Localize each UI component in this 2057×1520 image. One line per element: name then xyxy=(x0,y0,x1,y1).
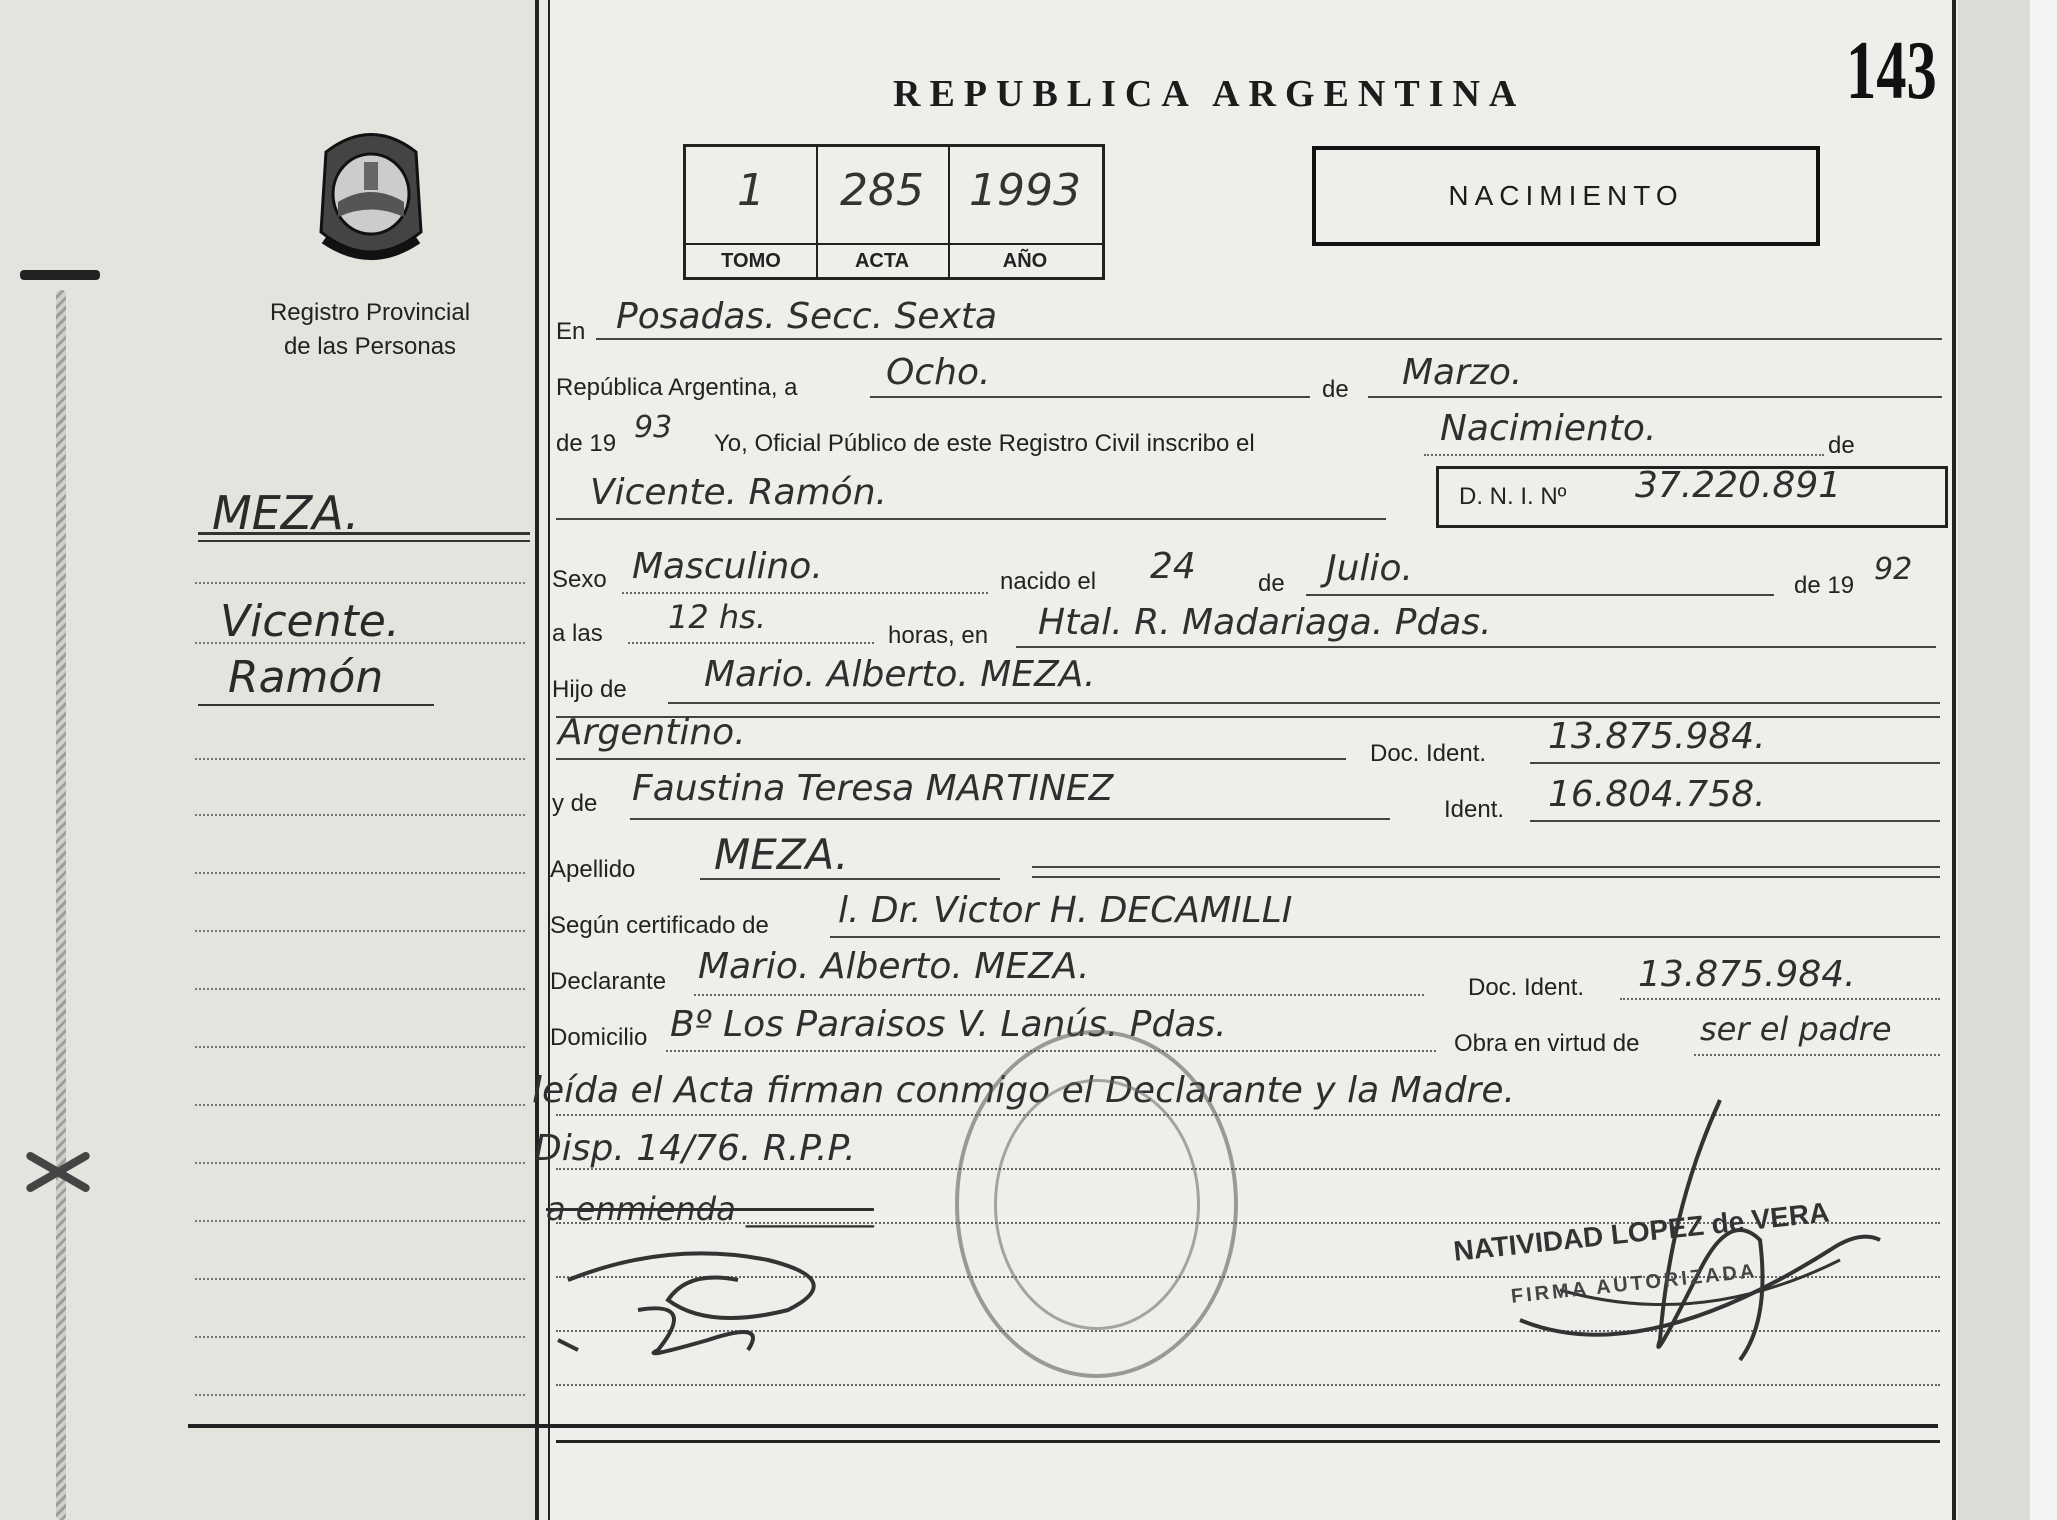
dni-label: D. N. I. Nº xyxy=(1459,483,1567,510)
declarante-name-value: Mario. Alberto. MEZA. xyxy=(698,946,1090,987)
birth-hour-line xyxy=(628,642,874,644)
birth-day-value: 24 xyxy=(1150,546,1196,587)
father-doc-line xyxy=(1530,762,1940,764)
official-round-stamp xyxy=(955,1030,1238,1378)
tomo-cell xyxy=(686,147,818,277)
person-name-value: Vicente. Ramón. xyxy=(590,472,887,513)
sidebar-rule xyxy=(195,1278,525,1280)
anio-value: 1993 xyxy=(969,165,1081,216)
note-rule-6 xyxy=(556,1384,1940,1386)
certifier-line xyxy=(830,936,1940,938)
sidebar-rule xyxy=(195,758,525,760)
bottom-rule xyxy=(188,1424,1938,1428)
apellido-line-fill-2 xyxy=(1032,876,1940,878)
birth-place-line xyxy=(1016,646,1936,648)
father-name-line xyxy=(668,702,1940,704)
page-edge xyxy=(2030,0,2057,1520)
year-suffix: 93 xyxy=(634,410,673,445)
acta-cell xyxy=(816,147,950,277)
mother-doc-line xyxy=(1530,820,1940,822)
binding-knot-top xyxy=(20,270,100,280)
domicilio-value: Bº Los Paraisos V. Lanús. Pdas. xyxy=(670,1004,1227,1045)
obra-line xyxy=(1694,1054,1940,1056)
republica-label: República Argentina, a xyxy=(556,374,798,401)
certifier-value: l. Dr. Victor H. DECAMILLI xyxy=(838,890,1293,931)
hijo-label: Hijo de xyxy=(552,676,627,703)
mother-doc-label: Ident. xyxy=(1444,796,1505,823)
sidebar-surname-underline xyxy=(198,532,530,535)
record-type-box: NACIMIENTO xyxy=(1312,146,1820,246)
a-las-label: a las xyxy=(552,620,603,647)
page-number: 143 xyxy=(1846,24,1937,117)
sidebar-rule xyxy=(195,814,525,816)
sidebar-rule xyxy=(195,872,525,874)
father-doc-label: Doc. Ident. xyxy=(1370,740,1487,767)
declarant-signature-icon xyxy=(548,1240,868,1370)
sidebar-rule xyxy=(195,1046,525,1048)
place-line xyxy=(596,338,1942,340)
horas-label: horas, en xyxy=(888,622,989,649)
note-line-3: a enmienda ________ xyxy=(546,1190,874,1228)
month-line xyxy=(1368,396,1942,398)
record-box xyxy=(683,144,1105,280)
act-de-label: de xyxy=(1828,432,1855,459)
obra-label: Obra en virtud de xyxy=(1454,1030,1640,1057)
sidebar-rule xyxy=(195,1104,525,1106)
day-value: Ocho. xyxy=(886,352,991,393)
father-name-value: Mario. Alberto. MEZA. xyxy=(704,654,1096,695)
domicilio-label: Domicilio xyxy=(550,1024,648,1051)
birth-hour-value: 12 hs. xyxy=(668,598,767,636)
provincial-seal-icon xyxy=(306,122,436,272)
tomo-value: 1 xyxy=(737,165,765,216)
act-type-line xyxy=(1424,454,1824,456)
mother-doc-value: 16.804.758. xyxy=(1548,774,1766,815)
note-line-2: Disp. 14/76. R.P.P. xyxy=(534,1128,856,1169)
dni-value: 37.220.891 xyxy=(1635,465,1842,506)
day-line xyxy=(870,396,1310,398)
birth-month-value: Julio. xyxy=(1326,548,1413,589)
acta-label: ACTA xyxy=(816,243,948,277)
binding-cord xyxy=(56,290,66,1520)
sidebar-rule xyxy=(195,642,525,644)
en-label: En xyxy=(556,318,586,345)
declarante-doc-value: 13.875.984. xyxy=(1638,954,1856,995)
left-margin-panel xyxy=(0,0,536,1520)
note-line-1: leída el Acta firman conmigo el Declarante y la Madre. xyxy=(532,1070,1515,1111)
stamp-inner-ring xyxy=(994,1079,1200,1330)
form-bottom-line xyxy=(556,1440,1940,1443)
sidebar-rule xyxy=(195,1336,525,1338)
sidebar-rule xyxy=(195,582,525,584)
apellido-value: MEZA. xyxy=(714,830,849,879)
oficial-statement: Yo, Oficial Público de este Registro Civil inscribo el xyxy=(714,430,1255,457)
y-de-label: y de xyxy=(552,790,598,817)
declarante-label: Declarante xyxy=(550,968,667,995)
apellido-line-fill xyxy=(1032,866,1940,868)
declarante-doc-label: Doc. Ident. xyxy=(1468,974,1585,1001)
sidebar-given-name-2: Ramón xyxy=(228,652,384,703)
mother-name-line xyxy=(630,818,1390,820)
birth-de-label: de xyxy=(1258,570,1285,597)
segun-label: Según certificado de xyxy=(550,912,769,939)
father-nationality-value: Argentino. xyxy=(558,712,746,753)
declarante-name-line xyxy=(694,994,1424,996)
registry-name xyxy=(225,296,515,364)
month-de-label: de xyxy=(1322,376,1349,403)
month-value: Marzo. xyxy=(1402,352,1523,393)
anio-label: AÑO xyxy=(948,243,1102,277)
tomo-label: TOMO xyxy=(686,243,816,277)
registry-name-line1: Registro Provincial xyxy=(269,299,471,326)
apellido-line xyxy=(700,878,1000,880)
left-border-line xyxy=(535,0,539,1520)
sexo-line xyxy=(622,592,988,594)
acta-value: 285 xyxy=(840,165,924,216)
country-title: REPUBLICA ARGENTINA xyxy=(893,73,1526,115)
sexo-value: Masculino. xyxy=(632,546,823,587)
birth-month-line xyxy=(1306,594,1774,596)
father-doc-value: 13.875.984. xyxy=(1548,716,1766,757)
sexo-label: Sexo xyxy=(552,566,607,593)
birth-year-prefix: de 19 xyxy=(1794,572,1855,599)
sidebar-surname: MEZA. xyxy=(212,486,360,540)
registry-name-line2: de las Personas xyxy=(283,333,457,360)
birth-year-suffix: 92 xyxy=(1874,552,1913,587)
sidebar-rule xyxy=(195,1162,525,1164)
official-title: FIRMA AUTORIZADA xyxy=(1510,1260,1759,1308)
sidebar-rule xyxy=(195,1220,525,1222)
declarante-doc-line xyxy=(1620,998,1940,1000)
sidebar-name-underline xyxy=(198,704,434,706)
person-name-line xyxy=(556,518,1386,520)
right-border-line xyxy=(1952,0,1956,1520)
sidebar-rule xyxy=(195,1394,525,1396)
anio-cell xyxy=(948,147,1102,277)
father-nationality-line xyxy=(556,758,1346,760)
dni-box xyxy=(1436,466,1948,528)
year-prefix: de 19 xyxy=(556,430,617,457)
sidebar-rule xyxy=(195,988,525,990)
act-type-value: Nacimiento. xyxy=(1440,408,1657,449)
nacido-label: nacido el xyxy=(1000,568,1097,595)
obra-value: ser el padre xyxy=(1700,1010,1892,1048)
sidebar-rule xyxy=(195,930,525,932)
apellido-label: Apellido xyxy=(550,856,636,883)
sidebar-given-name-1: Vicente. xyxy=(220,596,400,647)
mother-name-value: Faustina Teresa MARTINEZ xyxy=(632,768,1114,809)
official-name: NATIVIDAD LOPEZ de VERA xyxy=(1452,1196,1831,1267)
birth-place-value: Htal. R. Madariaga. Pdas. xyxy=(1038,602,1492,643)
place-value: Posadas. Secc. Sexta xyxy=(616,296,998,337)
sidebar-surname-underline-2 xyxy=(198,540,530,542)
